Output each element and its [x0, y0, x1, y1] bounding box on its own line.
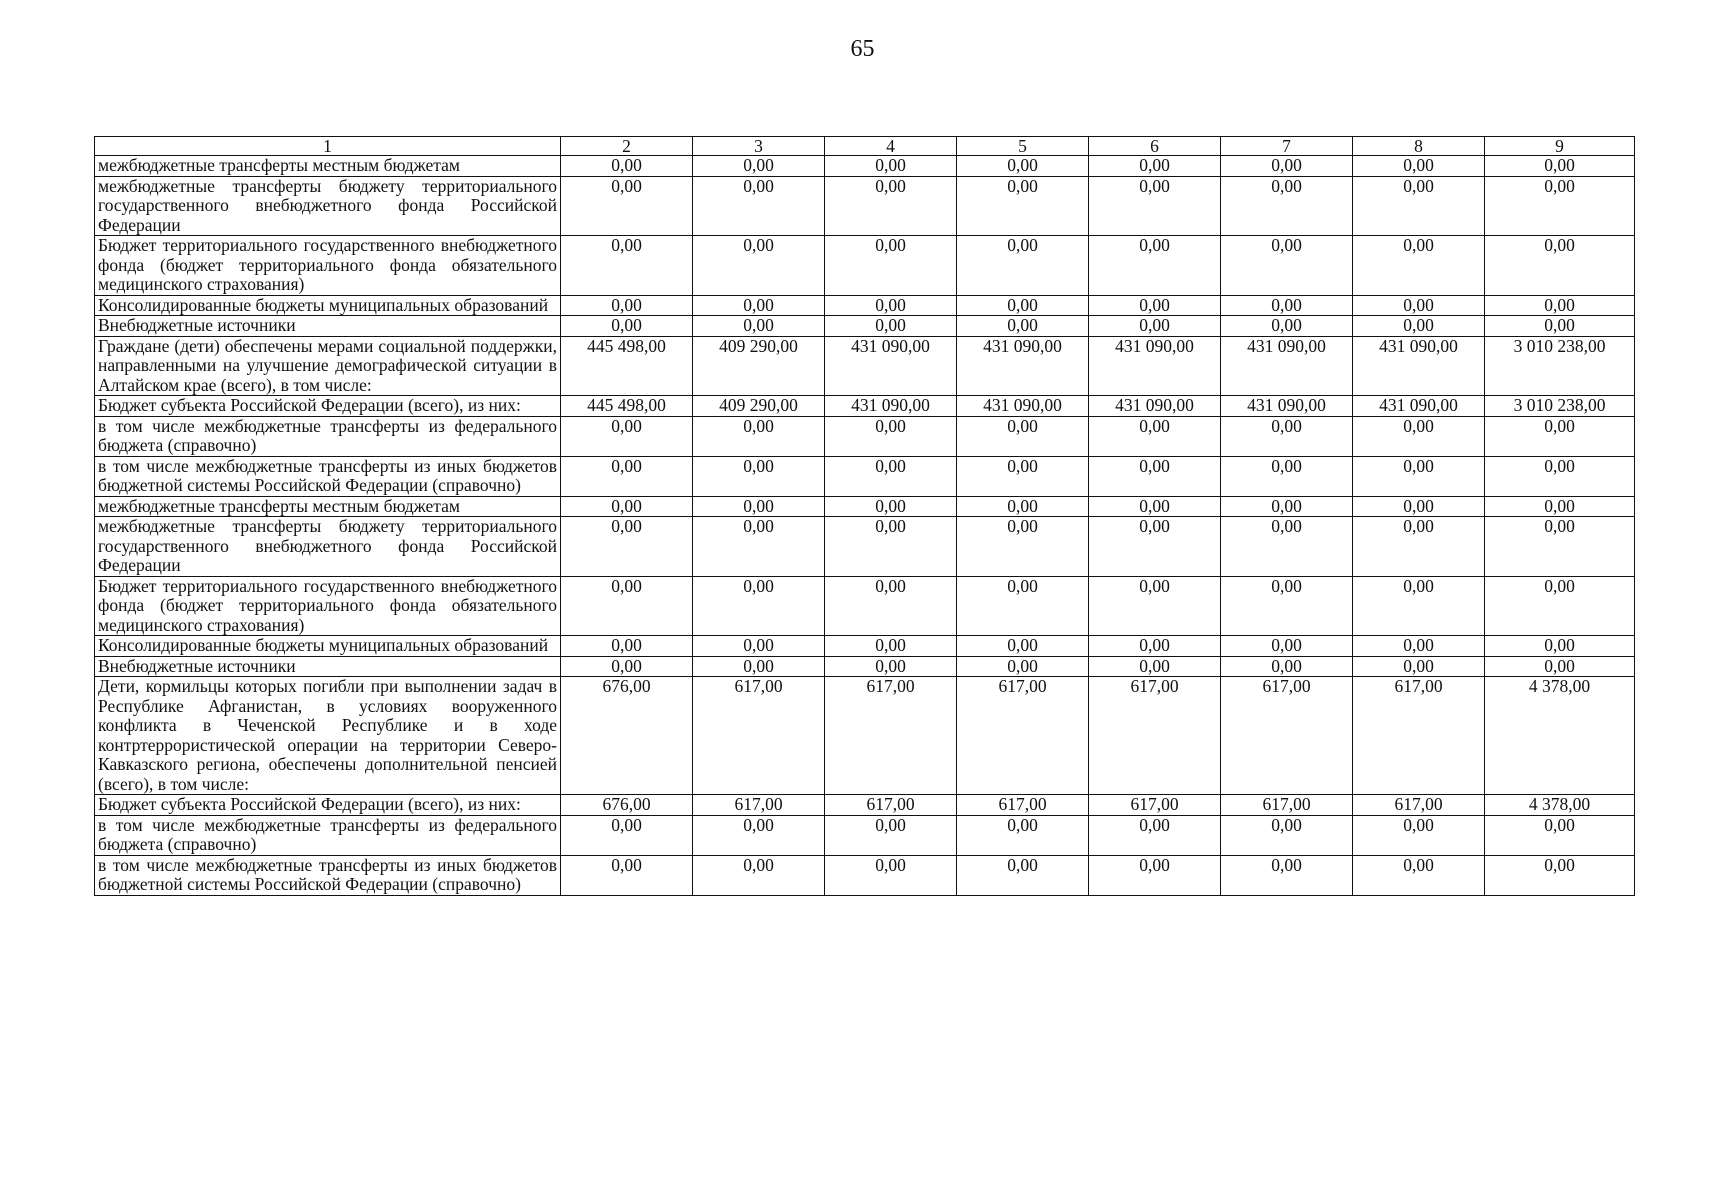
table-row	[95, 295, 1635, 316]
value-cell: 0,00	[1485, 176, 1635, 236]
column-header: 7	[1221, 137, 1353, 156]
table-row	[95, 156, 1635, 177]
table-row	[95, 677, 1635, 795]
value-cell: 0,00	[1353, 156, 1485, 177]
value-cell: 0,00	[1089, 316, 1221, 337]
table-row	[95, 456, 1635, 496]
row-label: в том числе межбюджетные трансферты из иных бюджетов бюджетной системы Российской Федерации (справочно)	[95, 855, 561, 895]
value-cell: 0,00	[825, 855, 957, 895]
column-header: 4	[825, 137, 957, 156]
column-header: 5	[957, 137, 1089, 156]
value-cell: 0,00	[825, 176, 957, 236]
value-cell: 4 378,00	[1485, 677, 1635, 795]
value-cell: 0,00	[1485, 855, 1635, 895]
value-cell: 0,00	[1221, 636, 1353, 657]
value-cell: 0,00	[957, 236, 1089, 296]
value-cell: 0,00	[1221, 416, 1353, 456]
value-cell: 617,00	[1221, 795, 1353, 816]
value-cell: 0,00	[825, 815, 957, 855]
value-cell: 617,00	[1089, 795, 1221, 816]
value-cell: 0,00	[957, 815, 1089, 855]
value-cell: 431 090,00	[1221, 336, 1353, 396]
table-header-row	[95, 137, 1635, 156]
value-cell: 0,00	[1089, 295, 1221, 316]
value-cell: 617,00	[957, 795, 1089, 816]
value-cell: 0,00	[1485, 636, 1635, 657]
value-cell: 0,00	[693, 236, 825, 296]
value-cell: 0,00	[561, 815, 693, 855]
value-cell: 0,00	[957, 316, 1089, 337]
value-cell: 0,00	[693, 576, 825, 636]
value-cell: 0,00	[561, 176, 693, 236]
row-label: Внебюджетные источники	[95, 656, 561, 677]
value-cell: 0,00	[1221, 496, 1353, 517]
table-row	[95, 795, 1635, 816]
value-cell: 0,00	[1089, 815, 1221, 855]
column-header: 9	[1485, 137, 1635, 156]
value-cell: 0,00	[957, 496, 1089, 517]
row-label: Консолидированные бюджеты муниципальных образований	[95, 636, 561, 657]
row-label: Граждане (дети) обеспечены мерами социальной поддержки, направленными на улучшение демографической ситуации в Алтайском крае (всего), в том числе:	[95, 336, 561, 396]
row-label: межбюджетные трансферты бюджету территориального государственного внебюджетного фонда Российской Федерации	[95, 517, 561, 577]
value-cell: 0,00	[1485, 576, 1635, 636]
value-cell: 0,00	[825, 295, 957, 316]
table-row	[95, 416, 1635, 456]
value-cell: 431 090,00	[1353, 336, 1485, 396]
value-cell: 0,00	[1485, 156, 1635, 177]
value-cell: 617,00	[1353, 677, 1485, 795]
value-cell: 617,00	[1221, 677, 1353, 795]
value-cell: 0,00	[693, 316, 825, 337]
value-cell: 0,00	[561, 156, 693, 177]
value-cell: 0,00	[561, 416, 693, 456]
value-cell: 0,00	[825, 496, 957, 517]
value-cell: 0,00	[957, 636, 1089, 657]
table-row	[95, 236, 1635, 296]
value-cell: 0,00	[693, 416, 825, 456]
table-row	[95, 855, 1635, 895]
value-cell: 0,00	[1353, 456, 1485, 496]
value-cell: 0,00	[1485, 456, 1635, 496]
table-row	[95, 336, 1635, 396]
row-label: в том числе межбюджетные трансферты из иных бюджетов бюджетной системы Российской Федерации (справочно)	[95, 456, 561, 496]
column-header: 3	[693, 137, 825, 156]
table-row	[95, 396, 1635, 417]
row-label: межбюджетные трансферты бюджету территориального государственного внебюджетного фонда Российской Федерации	[95, 176, 561, 236]
value-cell: 0,00	[1353, 236, 1485, 296]
value-cell: 0,00	[693, 656, 825, 677]
value-cell: 0,00	[1221, 456, 1353, 496]
value-cell: 0,00	[957, 156, 1089, 177]
value-cell: 0,00	[1485, 517, 1635, 577]
value-cell: 431 090,00	[1353, 396, 1485, 417]
value-cell: 0,00	[1221, 815, 1353, 855]
value-cell: 0,00	[1353, 656, 1485, 677]
value-cell: 0,00	[957, 576, 1089, 636]
value-cell: 0,00	[1485, 815, 1635, 855]
value-cell: 431 090,00	[825, 396, 957, 417]
value-cell: 409 290,00	[693, 396, 825, 417]
row-label: в том числе межбюджетные трансферты из федерального бюджета (справочно)	[95, 815, 561, 855]
value-cell: 431 090,00	[1089, 396, 1221, 417]
value-cell: 0,00	[693, 855, 825, 895]
value-cell: 0,00	[1221, 517, 1353, 577]
column-header: 8	[1353, 137, 1485, 156]
page-number: 65	[850, 36, 875, 62]
value-cell: 0,00	[561, 496, 693, 517]
row-label: Внебюджетные источники	[95, 316, 561, 337]
value-cell: 431 090,00	[1221, 396, 1353, 417]
value-cell: 409 290,00	[693, 336, 825, 396]
value-cell: 0,00	[1353, 517, 1485, 577]
value-cell: 0,00	[561, 236, 693, 296]
value-cell: 0,00	[1089, 496, 1221, 517]
value-cell: 0,00	[825, 156, 957, 177]
value-cell: 0,00	[1089, 156, 1221, 177]
value-cell: 0,00	[1353, 176, 1485, 236]
budget-table	[94, 136, 1635, 896]
value-cell: 0,00	[825, 456, 957, 496]
table-row	[95, 496, 1635, 517]
value-cell: 0,00	[1485, 316, 1635, 337]
row-label: межбюджетные трансферты местным бюджетам	[95, 156, 561, 177]
value-cell: 0,00	[957, 517, 1089, 577]
value-cell: 445 498,00	[561, 336, 693, 396]
value-cell: 0,00	[693, 456, 825, 496]
value-cell: 0,00	[1221, 855, 1353, 895]
value-cell: 0,00	[1221, 156, 1353, 177]
value-cell: 0,00	[1221, 656, 1353, 677]
row-label: в том числе межбюджетные трансферты из федерального бюджета (справочно)	[95, 416, 561, 456]
value-cell: 0,00	[957, 456, 1089, 496]
value-cell: 0,00	[1221, 176, 1353, 236]
table-row	[95, 517, 1635, 577]
value-cell: 0,00	[561, 456, 693, 496]
column-header: 2	[561, 137, 693, 156]
column-header: 1	[95, 137, 561, 156]
row-label: Дети, кормильцы которых погибли при выполнении задач в Республике Афганистан, в условиях вооруженного конфликта в Чеченской Республике и в ходе контртеррористической операции на территории Северо-Кавказского региона, обеспечены дополнительной пенсией (всего), в том числе:	[95, 677, 561, 795]
value-cell: 0,00	[957, 416, 1089, 456]
value-cell: 0,00	[1353, 855, 1485, 895]
table-row	[95, 176, 1635, 236]
value-cell: 0,00	[561, 316, 693, 337]
value-cell: 0,00	[1353, 496, 1485, 517]
value-cell: 0,00	[1089, 517, 1221, 577]
value-cell: 0,00	[1353, 316, 1485, 337]
value-cell: 0,00	[1353, 416, 1485, 456]
value-cell: 431 090,00	[825, 336, 957, 396]
value-cell: 0,00	[693, 295, 825, 316]
value-cell: 0,00	[561, 517, 693, 577]
value-cell: 617,00	[693, 677, 825, 795]
value-cell: 617,00	[693, 795, 825, 816]
value-cell: 617,00	[825, 795, 957, 816]
value-cell: 0,00	[825, 236, 957, 296]
value-cell: 0,00	[693, 176, 825, 236]
row-label: Бюджет субъекта Российской Федерации (всего), из них:	[95, 795, 561, 816]
value-cell: 3 010 238,00	[1485, 396, 1635, 417]
value-cell: 0,00	[957, 855, 1089, 895]
value-cell: 0,00	[1353, 576, 1485, 636]
row-label: Консолидированные бюджеты муниципальных образований	[95, 295, 561, 316]
value-cell: 0,00	[825, 416, 957, 456]
value-cell: 0,00	[1485, 295, 1635, 316]
value-cell: 431 090,00	[1089, 336, 1221, 396]
value-cell: 617,00	[957, 677, 1089, 795]
value-cell: 0,00	[1353, 636, 1485, 657]
value-cell: 0,00	[1221, 295, 1353, 316]
value-cell: 0,00	[561, 855, 693, 895]
value-cell: 0,00	[1089, 176, 1221, 236]
value-cell: 0,00	[1089, 416, 1221, 456]
table-body	[95, 156, 1635, 896]
value-cell: 0,00	[957, 295, 1089, 316]
value-cell: 0,00	[825, 576, 957, 636]
value-cell: 0,00	[1485, 496, 1635, 517]
row-label: Бюджет территориального государственного внебюджетного фонда (бюджет территориального фонда обязательного медицинского страхования)	[95, 576, 561, 636]
value-cell: 0,00	[693, 815, 825, 855]
value-cell: 0,00	[1353, 815, 1485, 855]
value-cell: 0,00	[957, 656, 1089, 677]
value-cell: 0,00	[1221, 576, 1353, 636]
value-cell: 0,00	[825, 636, 957, 657]
value-cell: 0,00	[1485, 656, 1635, 677]
value-cell: 0,00	[1221, 236, 1353, 296]
value-cell: 0,00	[693, 517, 825, 577]
value-cell: 0,00	[1089, 576, 1221, 636]
value-cell: 3 010 238,00	[1485, 336, 1635, 396]
table-row	[95, 636, 1635, 657]
value-cell: 0,00	[825, 517, 957, 577]
value-cell: 0,00	[1089, 456, 1221, 496]
table-row	[95, 815, 1635, 855]
value-cell: 0,00	[1089, 656, 1221, 677]
value-cell: 4 378,00	[1485, 795, 1635, 816]
row-label: межбюджетные трансферты местным бюджетам	[95, 496, 561, 517]
value-cell: 617,00	[825, 677, 957, 795]
value-cell: 431 090,00	[957, 336, 1089, 396]
table-row	[95, 576, 1635, 636]
value-cell: 0,00	[561, 576, 693, 636]
value-cell: 0,00	[825, 316, 957, 337]
value-cell: 0,00	[561, 295, 693, 316]
column-header: 6	[1089, 137, 1221, 156]
value-cell: 0,00	[693, 496, 825, 517]
value-cell: 676,00	[561, 677, 693, 795]
table-row	[95, 316, 1635, 337]
table-row	[95, 656, 1635, 677]
value-cell: 0,00	[693, 156, 825, 177]
value-cell: 617,00	[1353, 795, 1485, 816]
value-cell: 431 090,00	[957, 396, 1089, 417]
value-cell: 0,00	[693, 636, 825, 657]
row-label: Бюджет субъекта Российской Федерации (всего), из них:	[95, 396, 561, 417]
value-cell: 0,00	[1221, 316, 1353, 337]
row-label: Бюджет территориального государственного внебюджетного фонда (бюджет территориального фонда обязательного медицинского страхования)	[95, 236, 561, 296]
value-cell: 0,00	[1089, 855, 1221, 895]
value-cell: 0,00	[1485, 236, 1635, 296]
value-cell: 0,00	[561, 656, 693, 677]
value-cell: 0,00	[1089, 636, 1221, 657]
value-cell: 676,00	[561, 795, 693, 816]
value-cell: 617,00	[1089, 677, 1221, 795]
value-cell: 0,00	[825, 656, 957, 677]
value-cell: 0,00	[1353, 295, 1485, 316]
value-cell: 0,00	[1089, 236, 1221, 296]
value-cell: 445 498,00	[561, 396, 693, 417]
value-cell: 0,00	[1485, 416, 1635, 456]
value-cell: 0,00	[957, 176, 1089, 236]
value-cell: 0,00	[561, 636, 693, 657]
